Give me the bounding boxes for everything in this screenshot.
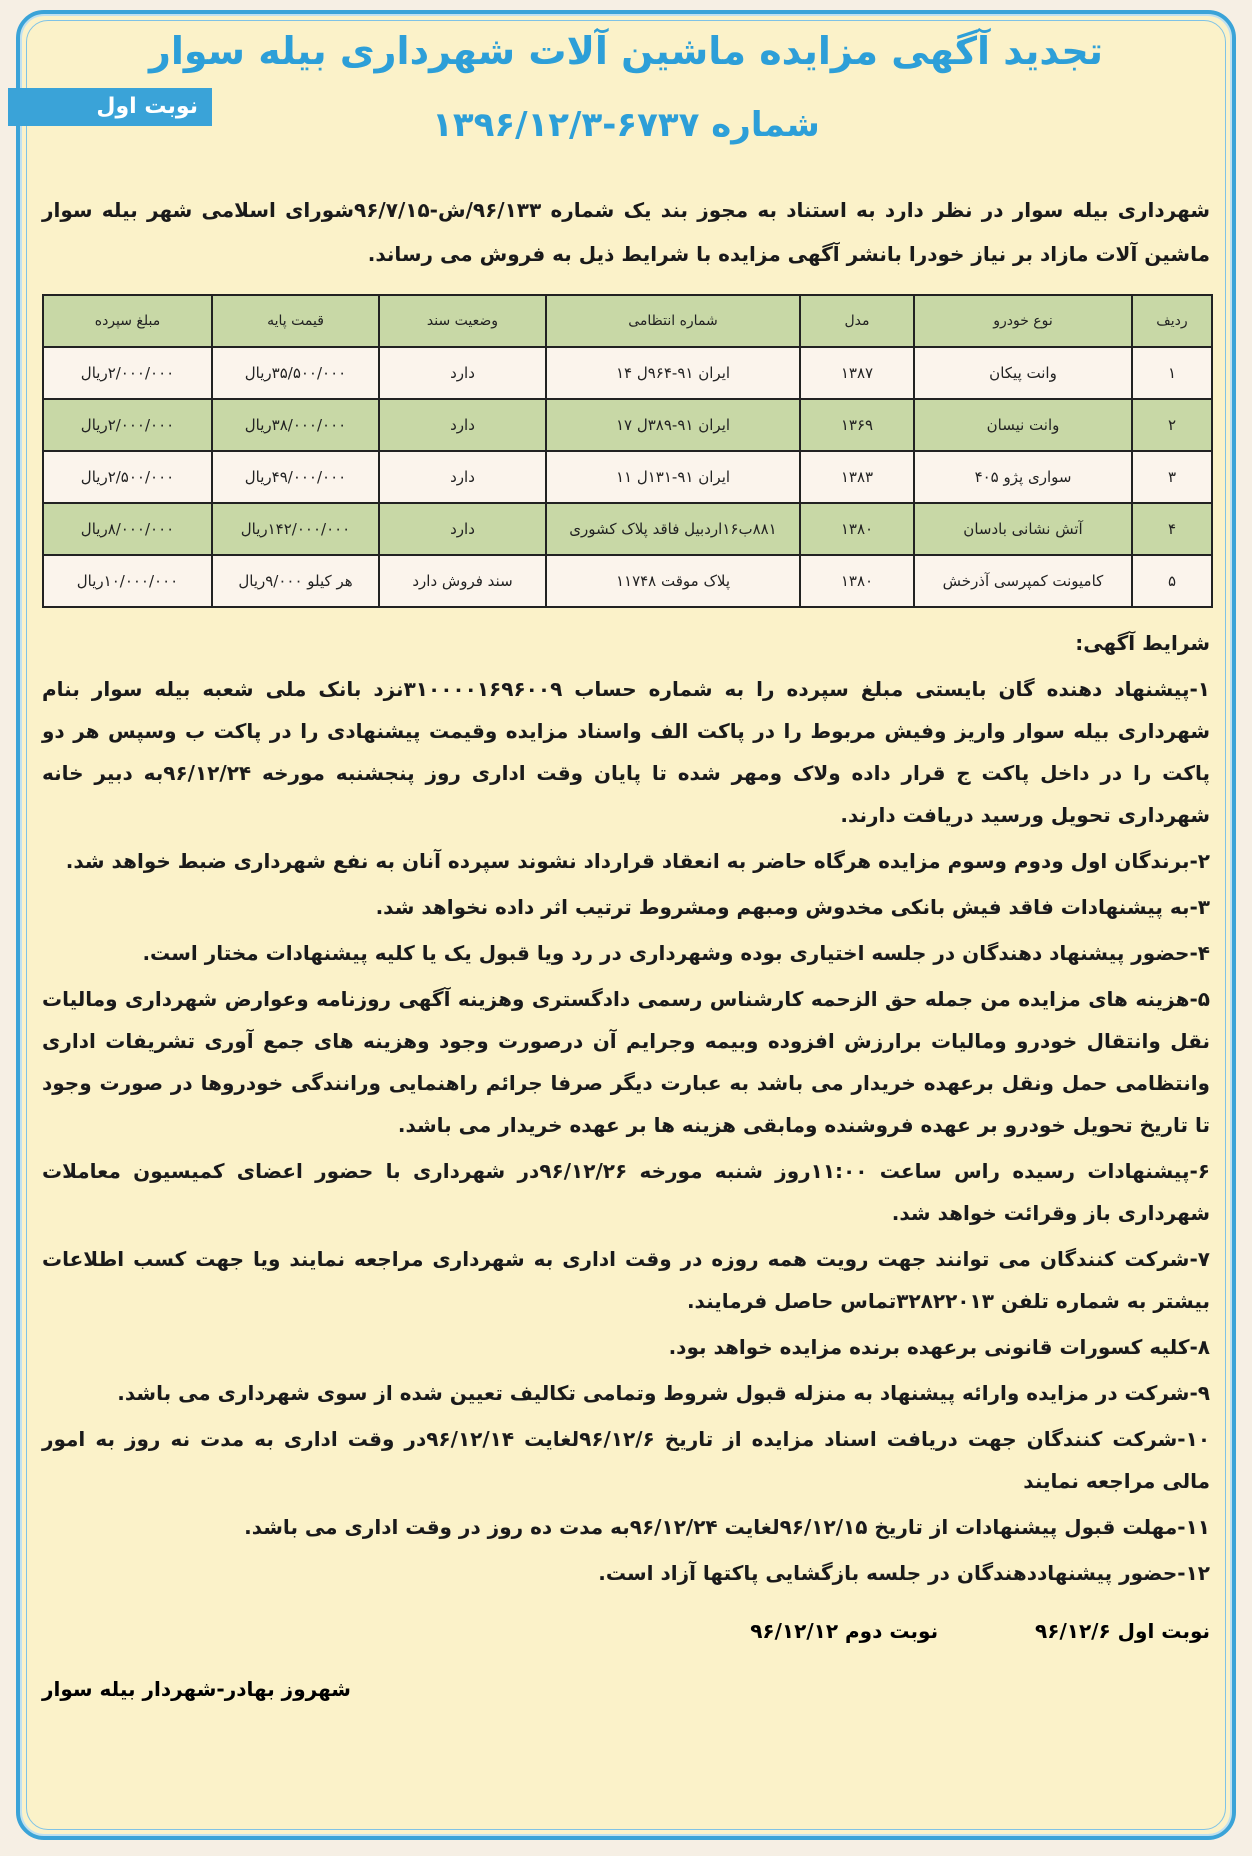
table-cell: ۸/۰۰۰/۰۰۰ریال bbox=[43, 503, 212, 555]
conditions-section bbox=[42, 622, 1210, 1594]
table-cell: ۳ bbox=[1132, 451, 1212, 503]
table-cell: سند فروش دارد bbox=[379, 555, 546, 607]
signature bbox=[42, 1672, 1210, 1706]
table-cell: آتش نشانی بادسان bbox=[914, 503, 1132, 555]
table-cell: دارد bbox=[379, 451, 546, 503]
condition-item: ۲-برندگان اول ودوم وسوم مزایده هرگاه حاضر به انعقاد قرارداد نشوند سپرده آنان به نفع شهرداری ضبط خواهد شد. bbox=[65, 849, 1210, 873]
table-cell: ۲/۰۰۰/۰۰۰ریال bbox=[43, 399, 212, 451]
header-row bbox=[42, 88, 1210, 158]
condition-item: ۱-پیشنهاد دهنده گان بایستی مبلغ سپرده را به شماره حساب ۳۱۰۰۰۰۱۶۹۶۰۰۹نزد بانک ملی شعبه بیله سوار بنام شهرداری بیله سوار واریز وفیش مربوط را در پاکت الف واسناد مزایده وقیمت پیشنهادی را در پاکت ب وسپس هر دو پاکت را در داخل پاکت ج قرار داده ولاک ومهر شده تا پایان وقت اداری روز پنجشنبه مورخه ۹۶/۱۲/۲۴به دبیر خانه شهرداری تحویل ورسید دریافت دارند. bbox=[42, 677, 1210, 827]
table-cell: ۴۹/۰۰۰/۰۰۰ریال bbox=[212, 451, 379, 503]
table-header-row bbox=[43, 295, 1212, 347]
ad-number: شماره ۶۷۳۷-۱۳۹۶/۱۲/۳ bbox=[432, 105, 820, 145]
first-publication-date: نوبت اول ۹۶/۱۲/۶ bbox=[1035, 1619, 1210, 1643]
table-cell: ۲/۵۰۰/۰۰۰ریال bbox=[43, 451, 212, 503]
table-cell: ایران ۹۱-۳۸۹ل ۱۷ bbox=[546, 399, 800, 451]
table-row bbox=[43, 451, 1212, 503]
condition-item: ۶-پیشنهادات رسیده راس ساعت ۱۱:۰۰روز شنبه مورخه ۹۶/۱۲/۲۶در شهرداری با حضور اعضای کمیسیون معاملات شهرداری باز وقرائت خواهد شد. bbox=[42, 1159, 1210, 1225]
table-row bbox=[43, 555, 1212, 607]
conditions-title: شرایط آگهی: bbox=[1075, 631, 1210, 655]
table-cell: وانت پیکان bbox=[914, 347, 1132, 399]
condition-item: ۸-کلیه کسورات قانونی برعهده برنده مزایده خواهد بود. bbox=[668, 1335, 1210, 1359]
table-cell: ۱۳۸۰ bbox=[800, 555, 914, 607]
table-row bbox=[43, 399, 1212, 451]
table-row bbox=[43, 347, 1212, 399]
col-header: وضعیت سند bbox=[379, 295, 546, 347]
condition-item: ۷-شرکت کنندگان می توانند جهت رویت همه روزه در وقت اداری به شهرداری مراجعه نمایند ویا جهت کسب اطلاعات بیشتر به شماره تلفن ۳۲۸۲۲۰۱۳تماس حاصل فرمایند. bbox=[42, 1247, 1210, 1313]
col-header: شماره انتظامی bbox=[546, 295, 800, 347]
second-publication-date: نوبت دوم ۹۶/۱۲/۱۲ bbox=[750, 1619, 939, 1643]
table-row bbox=[43, 503, 1212, 555]
table-cell: ۴ bbox=[1132, 503, 1212, 555]
col-header: ردیف bbox=[1132, 295, 1212, 347]
table-cell: ۳۵/۵۰۰/۰۰۰ریال bbox=[212, 347, 379, 399]
table-cell: ۱۰/۰۰۰/۰۰۰ریال bbox=[43, 555, 212, 607]
condition-item: ۱۲-حضور پیشنهاددهندگان در جلسه بازگشایی پاکتها آزاد است. bbox=[598, 1561, 1210, 1585]
table-cell: ۱۳۸۰ bbox=[800, 503, 914, 555]
table-cell: وانت نیسان bbox=[914, 399, 1132, 451]
table-cell: ۲ bbox=[1132, 399, 1212, 451]
table-cell: ۵ bbox=[1132, 555, 1212, 607]
table-cell: دارد bbox=[379, 347, 546, 399]
table-cell: ۱۳۶۹ bbox=[800, 399, 914, 451]
publication-badge: نوبت اول bbox=[8, 88, 212, 126]
col-header: قیمت پایه bbox=[212, 295, 379, 347]
condition-item: ۴-حضور پیشنهاد دهندگان در جلسه اختیاری بوده وشهرداری در رد ویا قبول یک یا کلیه پیشنهادات مختار است. bbox=[142, 941, 1210, 965]
table-cell: دارد bbox=[379, 399, 546, 451]
table-cell: دارد bbox=[379, 503, 546, 555]
table-cell: ۱۳۸۷ bbox=[800, 347, 914, 399]
vehicles-table bbox=[42, 294, 1213, 608]
condition-item: ۹-شرکت در مزایده وارائه پیشنهاد به منزله قبول شروط وتمامی تکالیف تعیین شده از سوی شهرداری می باشد. bbox=[117, 1381, 1210, 1405]
publication-dates bbox=[42, 1614, 1210, 1648]
table-cell: ۲/۰۰۰/۰۰۰ریال bbox=[43, 347, 212, 399]
col-header: مبلغ سپرده bbox=[43, 295, 212, 347]
condition-item: ۱۱-مهلت قبول پیشنهادات از تاریخ ۹۶/۱۲/۱۵لغایت ۹۶/۱۲/۲۴به مدت ده روز در وقت اداری می باشد. bbox=[244, 1515, 1210, 1539]
condition-item: ۳-به پیشنهادات فاقد فیش بانکی مخدوش ومبهم ومشروط ترتیب اثر داده نخواهد شد. bbox=[375, 895, 1210, 919]
table-cell: ۱۴۲/۰۰۰/۰۰۰ریال bbox=[212, 503, 379, 555]
table-cell: ۸۸۱ب۱۶اردبیل فاقد پلاک کشوری bbox=[546, 503, 800, 555]
table-cell: سواری پژو ۴۰۵ bbox=[914, 451, 1132, 503]
condition-item: ۵-هزینه های مزایده من جمله حق الزحمه کارشناس رسمی دادگستری وهزینه آگهی روزنامه وعوارض شهرداری ومالیات نقل وانتقال خودرو ومالیات برارزش افزوده وبیمه وجرایم آن درصورت وجود وهزینه های جمع آوری تشریفات اداری وانتظامی حمل ونقل برعهده خریدار می باشد به عبارت دیگر صرفا جرائم راهنمایی ورانندگی خودروها در صورت وجود تا تاریخ تحویل خودرو بر عهده فروشنده ومابقی هزینه ها بر عهده خریدار می باشد. bbox=[42, 987, 1210, 1137]
col-header: نوع خودرو bbox=[914, 295, 1132, 347]
table-cell: ۱ bbox=[1132, 347, 1212, 399]
intro-paragraph: شهرداری بیله سوار در نظر دارد به استناد به مجوز بند یک شماره ۹۶/۱۳۳/ش-۹۶/۷/۱۵شورای اسلامی شهر بیله سوار ماشین آلات مازاد بر نیاز خودرا بانشر آگهی مزایده با شرایط ذیل به فروش می رساند. bbox=[42, 198, 1210, 266]
table-cell: پلاک موقت ۱۱۷۴۸ bbox=[546, 555, 800, 607]
table-cell: ۱۳۸۳ bbox=[800, 451, 914, 503]
table-cell: ایران ۹۱-۹۶۴ل ۱۴ bbox=[546, 347, 800, 399]
ad-title: تجدید آگهی مزایده ماشین آلات شهرداری بیله سوار bbox=[148, 29, 1104, 73]
table-cell: هر کیلو ۹/۰۰۰ریال bbox=[212, 555, 379, 607]
condition-item: ۱۰-شرکت کنندگان جهت دریافت اسناد مزایده از تاریخ ۹۶/۱۲/۶لغایت ۹۶/۱۲/۱۴در وقت اداری به مدت نه روز به امور مالی مراجعه نمایند bbox=[42, 1427, 1211, 1493]
signature-text: شهروز بهادر-شهردار بیله سوار bbox=[42, 1677, 351, 1701]
table-cell: ایران ۹۱-۱۳۱ل ۱۱ bbox=[546, 451, 800, 503]
table-cell: کامیونت کمپرسی آذرخش bbox=[914, 555, 1132, 607]
table-cell: ۳۸/۰۰۰/۰۰۰ریال bbox=[212, 399, 379, 451]
col-header: مدل bbox=[800, 295, 914, 347]
